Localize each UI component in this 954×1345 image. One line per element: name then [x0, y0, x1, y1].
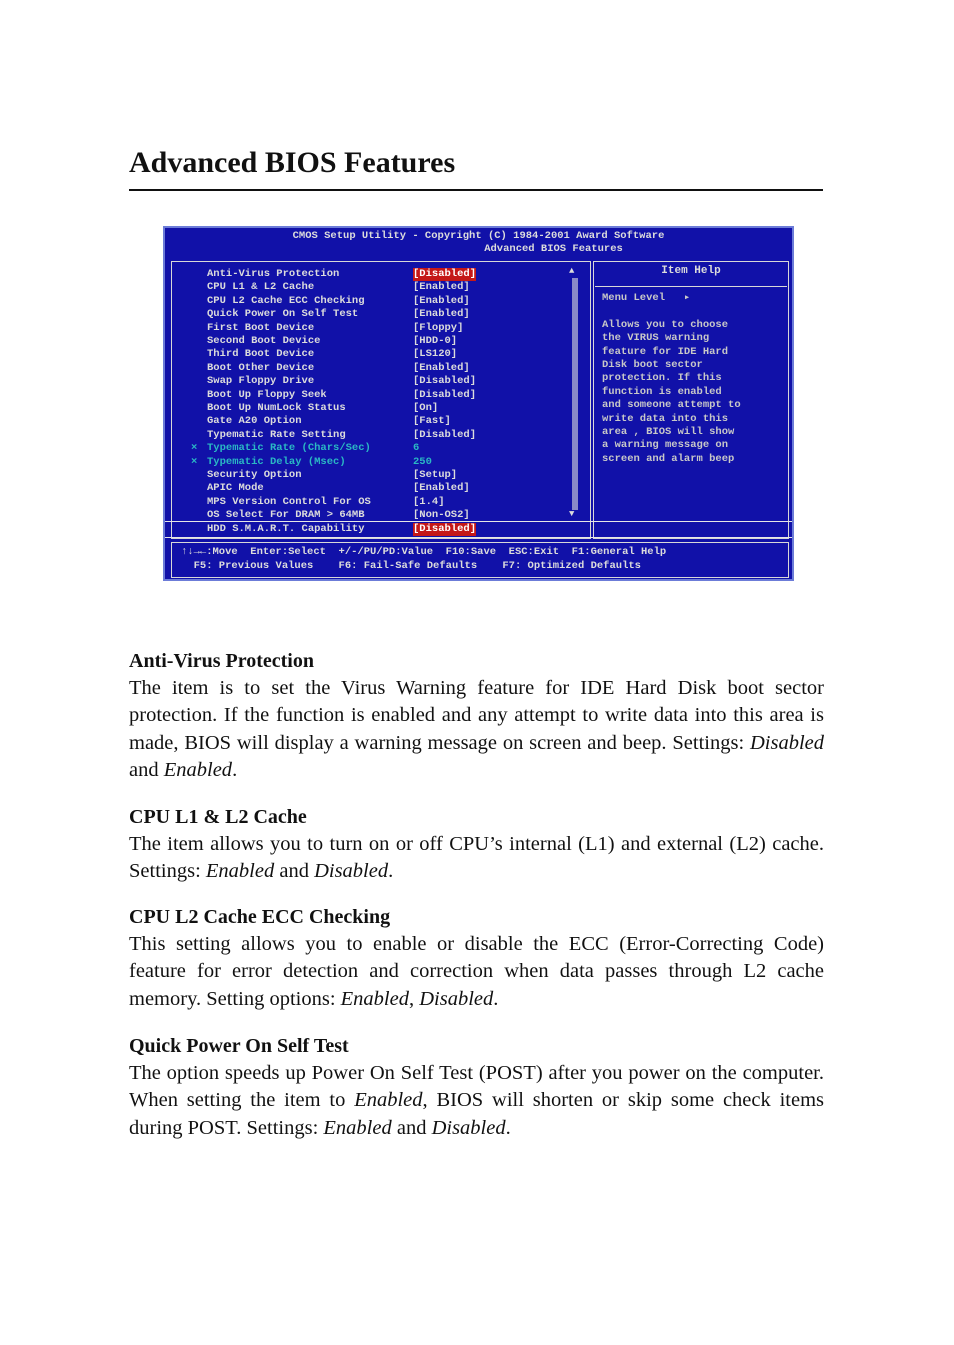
bios-scrollbar [572, 278, 578, 510]
body-text: and [129, 758, 164, 781]
bios-item-value[interactable]: 6 [413, 442, 420, 455]
bios-subitem-bullet-icon: × [191, 442, 198, 455]
section-body [129, 1060, 824, 1142]
bios-header-copyright: CMOS Setup Utility - Copyright (C) 1984-2001 Award Software [292, 230, 665, 242]
bios-screenshot [163, 226, 794, 581]
bios-item-value[interactable]: [On] [413, 402, 439, 414]
bios-help-divider [595, 286, 787, 287]
body-text: This setting allows you to enable or disable the ECC (Error-Correcting Code) feature for error detection and correction when data passes through L2 cache memory. Setting options: [129, 933, 824, 1010]
section-quick-post [129, 1033, 824, 1142]
page-title: Advanced BIOS Features [129, 146, 456, 179]
bios-item-name: Boot Other Device [207, 361, 315, 374]
body-text: . [505, 1116, 511, 1139]
bios-item-name: APIC Mode [207, 482, 264, 495]
section-body [129, 931, 824, 1013]
bios-item-value[interactable]: [1.4] [413, 495, 445, 508]
bios-item-name: OS Select For DRAM > 64MB [207, 509, 365, 522]
bios-footer-keys: ↑↓→←:Move Enter:Select +/-/PU/PD:Value F10:Save ESC:Exit F1:General Help [181, 546, 667, 558]
body-text: The option speeds up Power On Self Test (POST) after you power on the computer. When setting the item to [129, 1062, 824, 1112]
bios-item-name: Gate A20 Option [207, 415, 302, 428]
bios-item-name: MPS Version Control For OS [207, 495, 371, 508]
bios-item-value[interactable]: [HDD-0] [413, 335, 458, 347]
body-text: , BIOS will shorten or skip some check items during POST. Settings: [129, 1089, 824, 1139]
setting-value-text: Disabled [314, 860, 389, 883]
bios-item-value[interactable]: [Enabled] [413, 308, 470, 321]
section-body [129, 675, 824, 784]
bios-footer-defaults: F5: Previous Values F6: Fail-Safe Defaults F7: Optimized Defaults [181, 560, 641, 572]
bios-item-name: HDD S.M.A.R.T. Capability [207, 523, 365, 535]
bios-help-title: Item Help [661, 265, 721, 277]
body-text: . [493, 987, 499, 1010]
scroll-up-arrow-icon: ▲ [569, 266, 575, 276]
bios-header-menu: Advanced BIOS Features [484, 243, 623, 255]
bios-item-value[interactable]: [Floppy] [413, 321, 464, 334]
body-text: , [408, 987, 420, 1010]
section-heading: Quick Power On Self Test [129, 1035, 349, 1057]
bios-item-name: Typematic Delay (Msec) [207, 455, 346, 468]
body-text: and [274, 860, 315, 883]
bios-item-value[interactable]: [Disabled] [413, 388, 477, 401]
body-text: and [391, 1116, 432, 1139]
bios-item-value[interactable]: [Disabled] [413, 268, 477, 280]
bios-item-name: Second Boot Device [207, 335, 321, 347]
bios-item-name: CPU L1 & L2 Cache [207, 281, 315, 294]
bios-item-value[interactable]: [Setup] [413, 469, 458, 481]
bios-item-name: Anti-Virus Protection [207, 268, 340, 280]
setting-value-text: Enabled [340, 987, 409, 1010]
section-heading: CPU L2 Cache ECC Checking [129, 906, 391, 928]
bios-highlight-line-top [165, 521, 794, 522]
setting-value-text: Enabled [205, 860, 275, 883]
bios-item-name: Security Option [207, 469, 302, 481]
bios-item-value[interactable]: [Enabled] [413, 482, 470, 495]
bios-item-name: Swap Floppy Drive [207, 375, 315, 388]
setting-value-text: Enabled [163, 758, 233, 781]
bios-help-text: Menu Level ▸ Allows you to choose the VIRUS warning feature for IDE Hard Disk boot sector protection. If this function is enabled and someone attempt to write data into this area , BIOS will show a warning message on screen and alarm beep [602, 292, 741, 465]
bios-subitem-bullet-icon: × [191, 455, 198, 468]
section-cpu-l2-ecc [129, 904, 824, 1013]
setting-value-text: Enabled [323, 1116, 392, 1139]
section-anti-virus-protection [129, 648, 824, 784]
bios-item-name: CPU L2 Cache ECC Checking [207, 294, 365, 307]
body-text: The item allows you to turn on or off CPU’s internal (L1) and external (L2) cache. Settings: [129, 833, 824, 883]
bios-item-value[interactable]: [LS120] [413, 348, 458, 361]
body-text: The item is to set the Virus Warning feature for IDE Hard Disk boot sector protection. If the function is enabled and any attempt to write data into this area is made, BIOS will display a warning message on screen and beep. Settings: [129, 677, 824, 754]
section-heading: Anti-Virus Protection [129, 650, 314, 672]
bios-item-name: Boot Up Floppy Seek [207, 388, 327, 401]
setting-value-text: Disabled [749, 731, 824, 754]
bios-item-value[interactable]: [Disabled] [413, 428, 477, 441]
body-text: . [388, 860, 394, 883]
setting-value-text: Disabled [419, 987, 494, 1010]
bios-item-value[interactable]: [Disabled] [413, 375, 477, 388]
bios-item-value[interactable]: [Enabled] [413, 281, 470, 294]
bios-item-name: Third Boot Device [207, 348, 315, 361]
bios-item-value[interactable]: [Fast] [413, 415, 451, 428]
section-cpu-cache [129, 804, 824, 886]
bios-item-value[interactable]: [Enabled] [413, 361, 470, 374]
setting-value-text: Disabled [431, 1116, 506, 1139]
bios-item-name: Boot Up NumLock Status [207, 402, 346, 414]
setting-value-text: Enabled [354, 1089, 423, 1112]
bios-item-name: Quick Power On Self Test [207, 308, 359, 321]
bios-item-name: Typematic Rate Setting [207, 428, 346, 441]
body-text: . [232, 758, 238, 781]
bios-highlight-line-bottom [165, 537, 794, 538]
bios-item-name: Typematic Rate (Chars/Sec) [207, 442, 371, 455]
section-heading: CPU L1 & L2 Cache [129, 806, 307, 828]
scroll-down-arrow-icon: ▼ [569, 509, 575, 519]
title-rule [129, 189, 823, 191]
bios-item-value[interactable]: [Non-OS2] [413, 509, 470, 522]
bios-item-value[interactable]: [Enabled] [413, 294, 470, 307]
section-body [129, 831, 824, 886]
bios-item-value[interactable]: 250 [413, 455, 432, 468]
bios-item-name: First Boot Device [207, 321, 315, 334]
bios-item-value[interactable]: [Disabled] [413, 523, 477, 535]
